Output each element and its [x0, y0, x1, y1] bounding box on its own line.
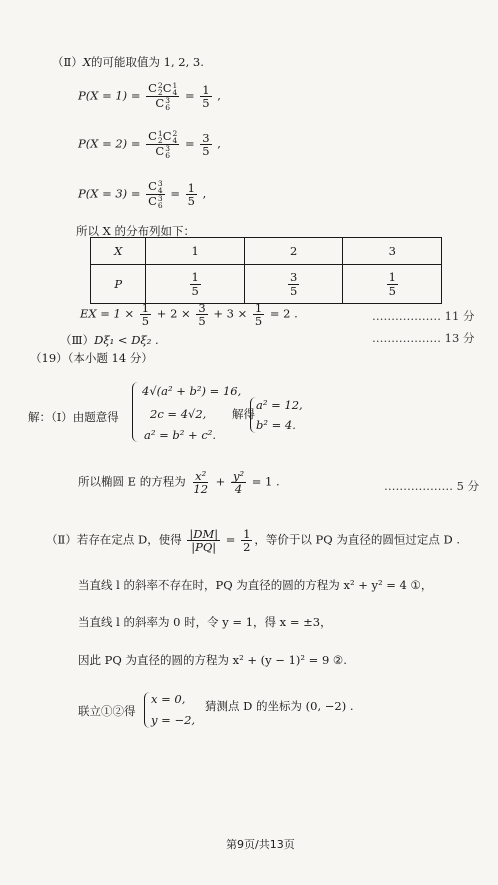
- guess-point-d: 猜测点 D 的坐标为 (0, −2) .: [205, 699, 354, 713]
- part2-header: （Ⅱ）: [52, 55, 83, 69]
- system2-lead: 联立①②得: [78, 704, 136, 718]
- p1-lhs: P(X = 1) =: [78, 88, 141, 103]
- distribution-intro: 所以 X 的分布列如下：: [76, 224, 195, 238]
- table-row-label-p: P: [91, 265, 146, 304]
- distribution-table: [90, 237, 442, 304]
- result-b2: b² = 4.: [256, 418, 296, 432]
- slope-zero-line: 当直线 l 的斜率为 0 时，令 y = 1，得 x = ±3，: [78, 615, 332, 629]
- p1-result-fraction: $\frac{1}{5}$: [202, 82, 210, 110]
- p3-combination-fraction: C 3 4 C 3 6: [148, 179, 163, 210]
- part3-line: （Ⅲ）Dξ₁ < Dξ₂ .: [60, 333, 159, 347]
- part2-values-line: [52, 54, 204, 70]
- system2-eq2: y = −2,: [151, 713, 196, 727]
- probability-x3: P(X = 3) = C 3 4 C 3 6 = $\frac{1}{5}$ ,: [78, 179, 207, 210]
- result-a2: a² = 12,: [256, 398, 303, 412]
- p3-result-fraction: $\frac{1}{5}$: [187, 180, 195, 208]
- page-footer: 第9页/共13页: [226, 838, 295, 851]
- x-variable: X: [82, 55, 92, 69]
- p2-combination-fraction: C 1 2 C 2 4 C 3 6: [148, 129, 178, 160]
- probability-x2: P(X = 2) = C 1 2 C 2 4 C 3 6 = $\frac{3}{5}$ ,: [78, 129, 221, 160]
- system2-brace: [144, 692, 150, 728]
- ellipse-equation-line: 所以椭圆 E 的方程为 $\frac{\text{x²}}{12}$ + $\frac{\text{y²}}{4}$ = 1 .: [78, 469, 280, 497]
- system1-eq3: a² = b² + c².: [144, 428, 217, 442]
- slope-undefined-line: 当直线 l 的斜率不存在时，PQ 为直径的圆的方程为 x² + y² = 4 ①，: [78, 578, 433, 592]
- table-cell-p1: $\frac{1}{5}$: [146, 265, 245, 304]
- score-5: ……………… 5 分: [384, 479, 480, 493]
- score-13: ……………… 13 分: [372, 331, 475, 345]
- p2-lhs: P(X = 2) =: [78, 136, 141, 151]
- system1-eq1: 4√(a² + b²) = 16,: [142, 384, 242, 398]
- solve-label: 解得: [232, 407, 255, 421]
- p3-lhs: P(X = 3) =: [78, 186, 141, 201]
- table-header-1: 1: [146, 238, 245, 265]
- part2-values-text: 的可能取值为 1, 2, 3.: [91, 55, 204, 69]
- system1-brace: [132, 382, 139, 442]
- table-header-2: 2: [244, 238, 343, 265]
- table-header-x: X: [91, 238, 146, 265]
- probability-x1: P(X = 1) = C 2 2 C 1 4 C 3 6 = $\frac{1}{5}$ ,: [78, 81, 221, 112]
- system1-eq2: 2c = 4√2,: [150, 407, 207, 421]
- p2-result-fraction: $\frac{3}{5}$: [202, 130, 210, 158]
- table-header-3: 3: [343, 238, 442, 265]
- circle-equation-line: 因此 PQ 为直径的圆的方程为 x² + (y − 1)² = 9 ②.: [78, 653, 347, 667]
- table-cell-p3: $\frac{1}{5}$: [343, 265, 442, 304]
- solution-part1-lead: 解：（Ⅰ）由题意得: [28, 410, 119, 424]
- system2-eq1: x = 0,: [151, 692, 186, 706]
- table-cell-p2: $\frac{3}{5}$: [244, 265, 343, 304]
- question-19-header: （19）（本小题 14 分）: [30, 351, 153, 365]
- part2-ratio-line: （Ⅱ）若存在定点 D，使得 $\frac{|DM|}{|PQ|}$ = $\frac{1}{2}$ ，等价于以 PQ 为直径的圆恒过定点 D .: [46, 527, 461, 555]
- p1-combination-fraction: C 2 2 C 1 4 C 3 6: [148, 81, 178, 112]
- score-11: ……………… 11 分: [372, 309, 475, 323]
- expectation-line: EX = 1 × $\frac{1}{5}$ + 2 × $\frac{3}{5}$ + 3 × $\frac{1}{5}$ = 2 .: [80, 301, 298, 329]
